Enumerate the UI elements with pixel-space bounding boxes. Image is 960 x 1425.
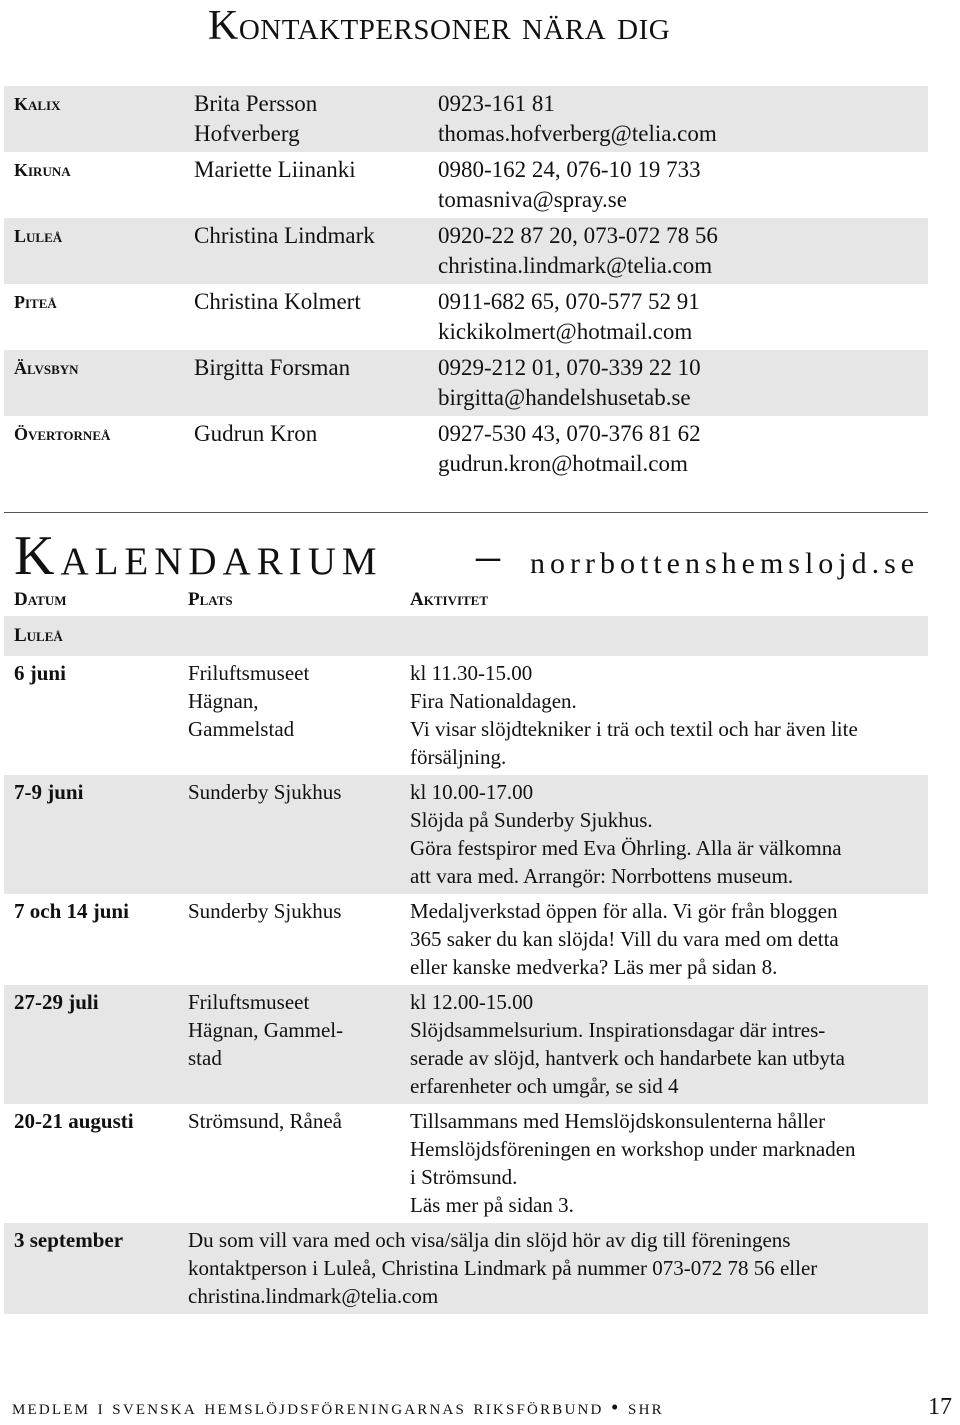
calendar-region: Luleå	[4, 616, 928, 656]
event-row	[4, 985, 928, 1104]
contact-phone: 0929-212 01, 070-339 22 10	[438, 355, 701, 380]
contact-name: Christina Kolmert	[194, 289, 361, 314]
contact-city: Kalix	[14, 94, 61, 114]
event-place: Friluftsmuseet Hägnan, Gammel- stad	[188, 990, 344, 1070]
event-place: Strömsund, Råneå	[188, 1109, 342, 1133]
event-date: 27-29 juli	[14, 990, 99, 1014]
calendar-events	[4, 616, 928, 1314]
contact-city: Luleå	[14, 226, 63, 246]
contact-email[interactable]: gudrun.kron@hotmail.com	[438, 451, 688, 476]
contact-info	[438, 89, 928, 149]
contact-city: Övertorneå	[14, 424, 111, 444]
event-activity: Tillsammans med Hemslöjdskonsulenterna håller Hemslöjdsföreningen en workshop under marknaden i Strömsund. Läs mer på sidan 3.	[410, 1109, 856, 1217]
event-row	[4, 1104, 928, 1223]
contact-email[interactable]: birgitta@handelshusetab.se	[438, 385, 691, 410]
calendar-dash: –	[476, 529, 500, 582]
contact-name: Christina Lindmark	[194, 223, 375, 248]
event-activity: Medaljverkstad öppen för alla. Vi gör från bloggen 365 saker du kan slöjda! Vill du vara med om detta eller kanske medverka? Läs mer på sidan 8.	[410, 899, 839, 979]
contact-row-kiruna	[4, 152, 928, 218]
column-place: Plats	[188, 589, 233, 610]
contact-row-pitea	[4, 284, 928, 350]
footer-text: medlem i svenska hemslöjdsföreningarnas riksförbund • shr	[12, 1395, 664, 1419]
event-place: Sunderby Sjukhus	[188, 899, 342, 923]
contact-info	[438, 287, 928, 347]
event-row	[4, 894, 928, 985]
event-date: 20-21 augusti	[14, 1109, 134, 1133]
contact-phone: 0911-682 65, 070-577 52 91	[438, 289, 700, 314]
contact-name: Birgitta Forsman	[194, 355, 351, 380]
calendar-column-headers	[4, 586, 928, 614]
contact-name: Mariette Liinanki	[194, 157, 356, 182]
contact-name: Gudrun Kron	[194, 421, 318, 446]
calendar-heading	[14, 526, 934, 586]
contact-phone: 0980-162 24, 076-10 19 733	[438, 157, 701, 182]
contact-info	[438, 353, 928, 413]
event-date: 3 september	[14, 1228, 124, 1252]
column-activity: Aktivitet	[410, 589, 489, 610]
contact-name: Brita Persson Hofverberg	[194, 91, 318, 146]
event-activity: kl 10.00-17.00 Slöjda på Sunderby Sjukhus. Göra festspiror med Eva Öhrling. Alla är välkomna att vara med. Arrangör: Norrbottens museum.	[410, 780, 842, 888]
contact-row-kalix	[4, 86, 928, 152]
contact-row-overtornea	[4, 416, 928, 482]
contact-email[interactable]: thomas.hofverberg@telia.com	[438, 121, 717, 146]
page-number: 17	[928, 1394, 952, 1420]
event-activity: Du som vill vara med och visa/sälja din slöjd hör av dig till föreningens kontaktperson i Luleå, Christina Lindmark på nummer 073-072 78 56 eller christina.lindmark@telia.com	[188, 1228, 818, 1308]
contact-row-lulea	[4, 218, 928, 284]
contact-email[interactable]: kickikolmert@hotmail.com	[438, 319, 693, 344]
calendar-title: Kalendarium	[14, 525, 383, 587]
contact-phone: 0923-161 81	[438, 91, 555, 116]
contact-email[interactable]: christina.lindmark@telia.com	[438, 253, 713, 278]
calendar-website[interactable]: norrbottenshemslojd.se	[530, 547, 920, 580]
event-date: 7 och 14 juni	[14, 899, 129, 923]
event-activity: kl 11.30-15.00 Fira Nationaldagen. Vi visar slöjdtekniker i trä och textil och har även lite försäljning.	[410, 661, 858, 769]
event-row	[4, 656, 928, 775]
contact-phone: 0920-22 87 20, 073-072 78 56	[438, 223, 718, 248]
column-date: Datum	[14, 589, 67, 610]
contact-info	[438, 419, 928, 479]
event-date: 7-9 juni	[14, 780, 84, 804]
section-divider	[4, 512, 928, 513]
contact-city: Älvsbyn	[14, 358, 79, 378]
contact-info	[438, 155, 928, 215]
contact-row-alvsbyn	[4, 350, 928, 416]
event-activity: kl 12.00-15.00 Slöjdsammelsurium. Inspirationsdagar där intres- serade av slöjd, hantverk och handarbete kan utbyta erfarenheter och umgår, se sid 4	[410, 990, 846, 1098]
event-row	[4, 775, 928, 894]
contact-city: Piteå	[14, 292, 57, 312]
event-place: Sunderby Sjukhus	[188, 780, 342, 804]
event-date: 6 juni	[14, 661, 66, 685]
page-title: Kontaktpersoner nära dig	[208, 3, 671, 49]
contact-info	[438, 221, 928, 281]
page-footer	[12, 1392, 956, 1424]
contact-city: Kiruna	[14, 160, 71, 180]
event-row	[4, 1223, 928, 1314]
event-place: Friluftsmuseet Hägnan, Gammelstad	[188, 661, 310, 741]
contact-email[interactable]: tomasniva@spray.se	[438, 187, 627, 212]
contact-list	[4, 86, 928, 482]
contact-phone: 0927-530 43, 070-376 81 62	[438, 421, 701, 446]
